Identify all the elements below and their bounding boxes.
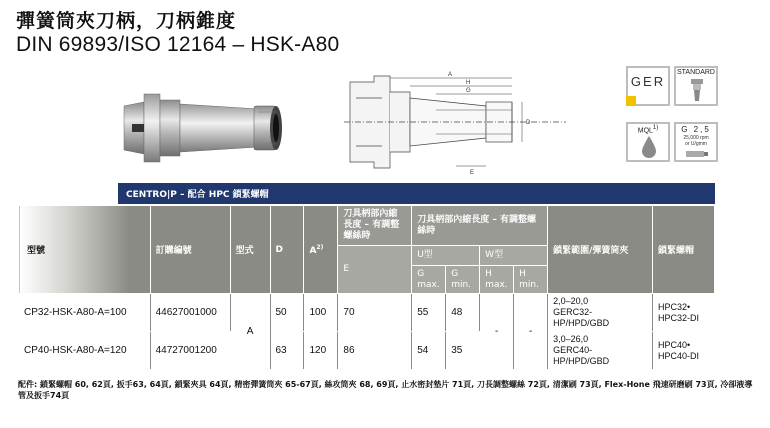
header-internal-length: 刀具柄部內縮長度 – 有調整螺絲時 (338, 206, 412, 246)
mql-badge-label: MQL1) (637, 125, 659, 135)
cell-h-max: - (480, 294, 514, 370)
dim-label-d: D (526, 120, 531, 126)
cell-clamp-range: 3,0–26,0 GERC40-HP/HPD/GBD (548, 332, 653, 370)
dim-label-g: G (466, 88, 471, 94)
header-internal-length-adjust: 刀具柄部內縮長度 – 有調整螺絲時 (412, 206, 548, 246)
balance-g25-label: G 2,5 (681, 125, 711, 134)
balance-icon (684, 148, 710, 160)
page-title: 彈簧筒夾刀柄，刀柄錐度 (16, 10, 237, 32)
cell-g-min: 48 (446, 294, 480, 332)
standard-badge-label: STANDARD (677, 69, 715, 76)
header-d: D (270, 206, 304, 294)
dim-label-a: A (448, 72, 453, 78)
cell-clamp-range: 2,0–20,0 GERC32-HP/HPD/GBD (548, 294, 653, 332)
header-a: $A^{2)}$ (304, 206, 338, 294)
section-band (118, 183, 715, 204)
cell-g-max: 55 (412, 294, 446, 332)
standard-badge (674, 66, 718, 106)
table-row (19, 294, 715, 332)
dim-label-h: H (466, 80, 471, 86)
ger-badge-label: GER (630, 74, 666, 89)
header-g-max: G max. (412, 266, 446, 294)
mql-badge (626, 122, 670, 162)
droplet-icon (640, 135, 658, 159)
header-model: 型號 (19, 206, 151, 294)
balance-g25-rpm: 25,000 rpm or U/gmm (683, 135, 709, 147)
cell-g-max: 54 (412, 332, 446, 370)
ger-badge (626, 66, 670, 106)
header-u-type: U型 (412, 246, 480, 266)
cell-h-min: - (514, 294, 548, 370)
ger-badge-accent (626, 96, 636, 106)
accessories-footnote: 配件: 鎖緊螺帽 60, 62頁, 扳手63, 64頁, 鎖緊夾具 64頁, 精密彈簧筒夾 65-67頁, 絲攻筒夾 68, 69頁, 止水密封墊片 71頁, 刀長調整螺絲 72頁, 清潔刷 73頁, Flex-Hone 飛速研磨刷 73頁, 冷卻液導管及扳手74頁 (18, 380, 753, 400)
cell-clamp-nut: HPC40• HPC40-DI (652, 332, 714, 370)
header-h-max: H max. (480, 266, 514, 294)
page-subtitle-standard: DIN 69893/ISO 12164 – HSK-A80 (16, 33, 340, 56)
cell-a: 120 (304, 332, 338, 370)
cell-clamp-nut: HPC32• HPC32-DI (652, 294, 714, 332)
header-w-type: W型 (480, 246, 548, 266)
header-form: 型式 (230, 206, 270, 294)
dim-label-e: E (470, 170, 475, 176)
tool-holder-photo (118, 76, 288, 181)
cell-g-min: 35 (446, 332, 480, 370)
spec-table (18, 205, 715, 370)
table-row (19, 332, 715, 370)
header-clamp-range: 鎖緊範圍/彈簧筒夾 (548, 206, 653, 294)
tool-holder-icon (688, 79, 706, 103)
technical-drawing (336, 68, 586, 178)
cell-order-no: 44627001000 (150, 294, 230, 332)
cell-e: 70 (338, 294, 412, 332)
header-h-min: H min. (514, 266, 548, 294)
header-e: E (338, 246, 412, 294)
header-clamp-nut: 鎖緊螺帽 (652, 206, 714, 294)
cell-a: 100 (304, 294, 338, 332)
cell-form: A (230, 294, 270, 370)
balance-g25-badge (674, 122, 718, 162)
section-band-label: CENTRO|P – 配合 HPC 鎖緊螺帽 (126, 190, 269, 200)
cell-model: CP32-HSK-A80-A=100 (19, 294, 151, 332)
cell-d: 50 (270, 294, 304, 332)
cell-order-no: 44727001200 (150, 332, 230, 370)
cell-d: 63 (270, 332, 304, 370)
cell-model: CP40-HSK-A80-A=120 (19, 332, 151, 370)
cell-e: 86 (338, 332, 412, 370)
header-g-min: G min. (446, 266, 480, 294)
header-order-no: 訂購編號 (150, 206, 230, 294)
